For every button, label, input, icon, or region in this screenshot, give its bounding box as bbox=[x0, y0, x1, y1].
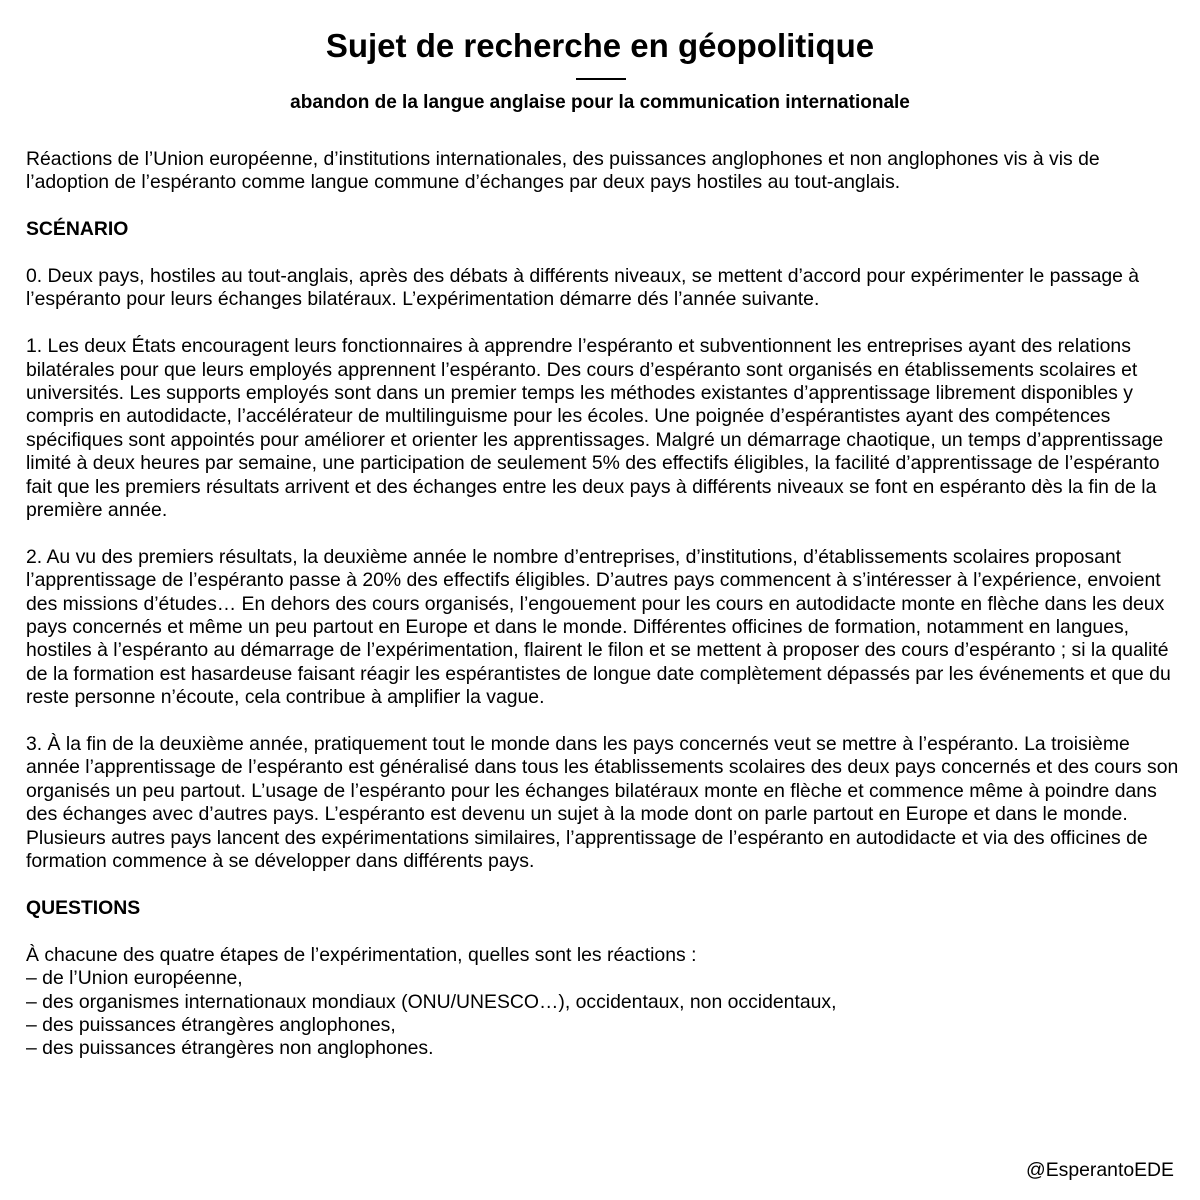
intro-paragraph: Réactions de l’Union européenne, d’institutions internationales, des puissances anglophones et non anglophones vis à vis de l’adoption de l’espéranto comme langue commune d’échanges par deux pays hostiles au tout-anglais. bbox=[26, 148, 1100, 194]
scenario-step-1: 1. Les deux États encouragent leurs fonctionnaires à apprendre l’espéranto et subventionnent les entreprises ayant des relations bilatérales pour que leurs employés apprennent l’espéranto. Des cours d’espéranto sont organisés en établissements scolaires et universités. Les supports employés sont dans un premier temps les méthodes existantes d’apprentissage librement disponibles y compris en autodidacte, l’accélérateur de multilinguisme pour les écoles. Une poignée d’espérantistes ayant des compétences spécifiques sont appointés pour améliorer et orienter les apprentissages. Malgré un démarrage chaotique, un temps d’apprentissage limité à deux heures par semaine, une participation de seulement 5% des effectifs éligibles, la facilité d’apprentissage de l’espéranto fait que les premiers résultats arrivent et des échanges entre les deux pays à différents niveaux se font en espéranto dès la fin de la première année. bbox=[26, 335, 1164, 522]
title-underline-divider bbox=[576, 78, 626, 80]
questions-heading: QUESTIONS bbox=[26, 896, 141, 919]
questions-intro: À chacune des quatre étapes de l’expérimentation, quelles sont les réactions : bbox=[26, 943, 697, 966]
questions-block bbox=[26, 944, 1181, 1061]
author-handle: @EsperantoEDE bbox=[1026, 1159, 1174, 1181]
question-item: – des puissances étrangères non anglophones. bbox=[26, 1037, 434, 1060]
question-item: – des organismes internationaux mondiaux (ONU/UNESCO…), occidentaux, non occidentaux, bbox=[26, 990, 837, 1013]
document-subtitle: abandon de la langue anglaise pour la communication internationale bbox=[290, 92, 910, 113]
document-body bbox=[26, 148, 1181, 1061]
question-item: – de l’Union européenne, bbox=[26, 967, 243, 990]
scenario-step-3: 3. À la fin de la deuxième année, pratiquement tout le monde dans les pays concernés veut se mettre à l’espéranto. La troisième année l’apprentissage de l’espéranto est généralisé dans tous les établissements scolaires des deux pays concernés et des cours son organisés un peu partout. L’usage de l’espéranto pour les échanges bilatéraux monte en flèche et commence même à poindre dans des échanges avec d’autres pays. L’espéranto est devenu un sujet à la mode dont on parle partout en Europe et dans le monde. Plusieurs autres pays lancent des expérimentations similaires, l’apprentissage de l’espéranto en autodidacte et via des officines de formation commence à se développer dans différents pays. bbox=[26, 733, 1179, 873]
question-item: – des puissances étrangères anglophones, bbox=[26, 1013, 396, 1036]
scenario-step-2: 2. Au vu des premiers résultats, la deuxième année le nombre d’entreprises, d’institutions, d’établissements scolaires proposant l’apprentissage de l’espéranto passe à 20% des effectifs éligibles. D’autres pays commencent à s’intéresser à l’expérience, envoient des missions d’études… En dehors des cours organisés, l’engouement pour les cours en autodidacte monte en flèche dans les deux pays concernés et même un peu partout en Europe et dans le monde. Différentes officines de formation, notamment en langues, hostiles à l’espéranto au démarrage de l’expérimentation, flairent le filon et se mettent à proposer des cours d’espéranto ; si la qualité de la formation est hasardeuse faisant réagir les espérantistes de longue date complètement dépassés par les événements et que du reste personne n’écoute, cela contribue à amplifier la vague. bbox=[26, 545, 1171, 709]
scenario-step-0: 0. Deux pays, hostiles au tout-anglais, après des débats à différents niveaux, se mettent d’accord pour expérimenter le passage à l’espéranto pour leurs échanges bilatéraux. L’expérimentation démarre dés l’année suivante. bbox=[26, 265, 1140, 311]
scenario-heading: SCÉNARIO bbox=[26, 218, 129, 241]
questions-list bbox=[26, 967, 1181, 1061]
document-title: Sujet de recherche en géopolitique bbox=[325, 27, 875, 64]
